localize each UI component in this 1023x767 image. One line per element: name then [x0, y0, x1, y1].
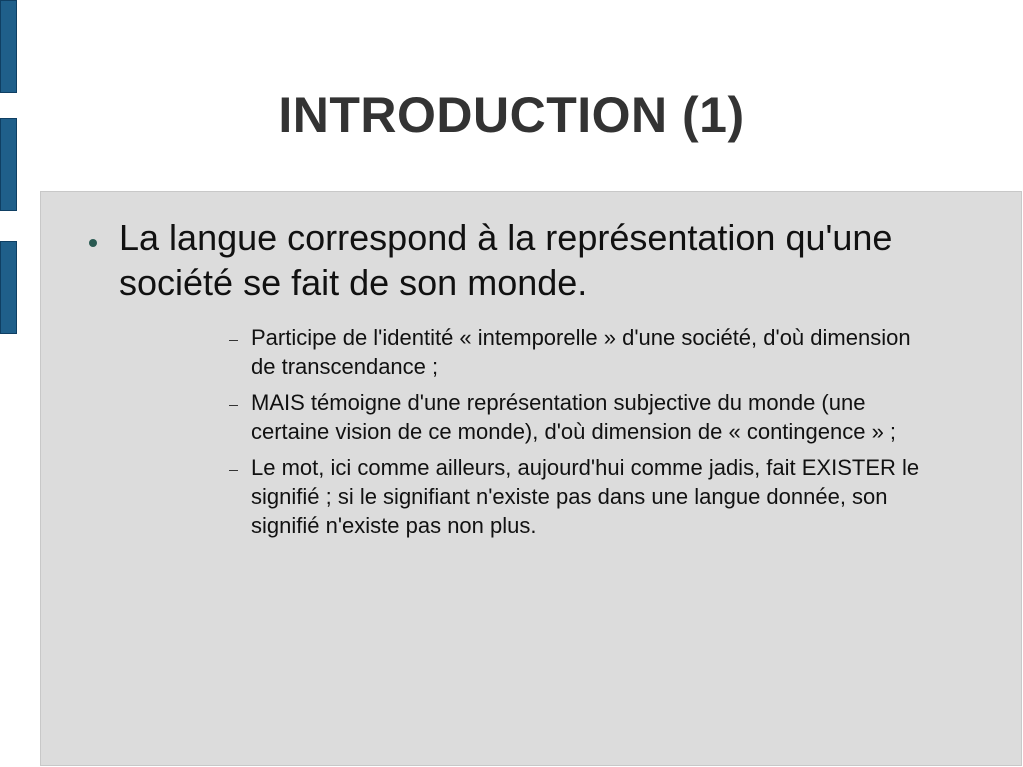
- sub-bullet-text: Participe de l'identité « intemporelle » d'une société, d'où dimension de transcendance ;: [251, 325, 911, 379]
- sub-bullet-item: [229, 388, 929, 446]
- decorative-side-bar-top: [0, 0, 17, 93]
- main-bullet-item: [89, 215, 969, 305]
- dash-bullet-icon: [229, 470, 238, 471]
- decorative-side-bar-bottom: [0, 241, 17, 334]
- dash-bullet-icon: [229, 405, 238, 406]
- sub-bullet-item: [229, 323, 929, 381]
- dash-bullet-icon: [229, 340, 238, 341]
- main-bullet-text: La langue correspond à la représentation qu'une société se fait de son monde.: [119, 217, 893, 303]
- bullet-dot-icon: [89, 239, 97, 247]
- content-panel: [40, 191, 1022, 766]
- sub-bullet-list: [229, 323, 929, 547]
- sub-bullet-text: MAIS témoigne d'une représentation subjective du monde (une certaine vision de ce monde), d'où dimension de « contingence » ;: [251, 390, 897, 444]
- sub-bullet-text: Le mot, ici comme ailleurs, aujourd'hui comme jadis, fait EXISTER le signifié ; si le signifiant n'existe pas dans une langue donnée, son signifié n'existe pas non plus.: [251, 455, 920, 538]
- slide-title: INTRODUCTION (1): [278, 87, 745, 143]
- sub-bullet-item: [229, 453, 929, 540]
